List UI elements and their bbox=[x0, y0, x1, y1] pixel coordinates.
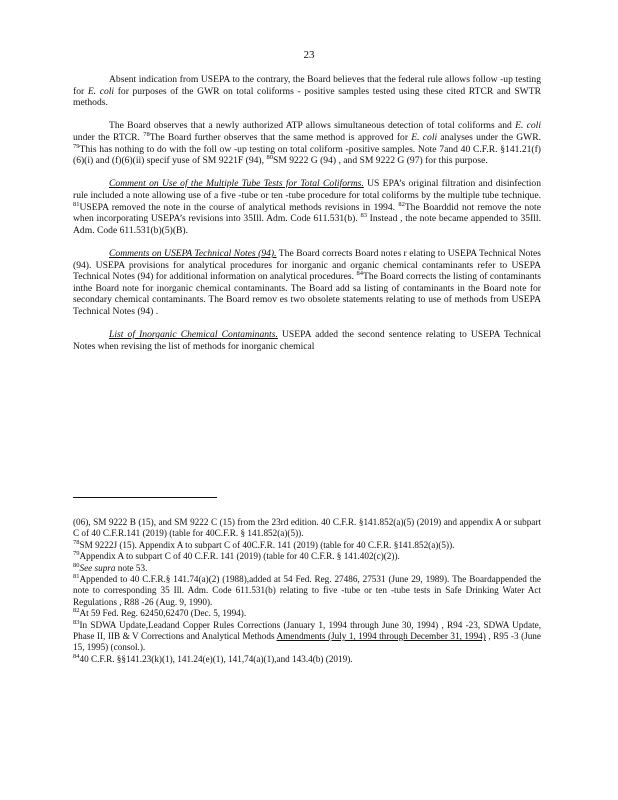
text-run: Absent indication from USEPA to the contrary, the Board believes that the federal rule allows follow -up testing for bbox=[73, 74, 541, 97]
text-run: for purposes of the GWR on total coliforms - positive samples tested using these cited RTCR and SWTR methods. bbox=[73, 85, 541, 109]
text-run: The Board corrects Board notes r elating to USEPA Technical Notes (94). USEPA provisions for analytical procedures for inorganic and organic chemical contaminants refer to USEPA Technical Notes (94) for additional information on analytical procedures. bbox=[73, 247, 541, 283]
footnote-ref-81[interactable]: 81 bbox=[73, 200, 80, 208]
footnote-82 bbox=[73, 608, 541, 619]
footnote-84 bbox=[73, 654, 541, 665]
paragraph-ecoli-followup bbox=[73, 74, 541, 109]
footnote-text: SM 9222J (15). Appendix A to subpart C of 40C.F.R. 141 (2019) (table for 40 C.F.R. §141.852(a)(5)). bbox=[79, 539, 455, 550]
footnote-ref-79[interactable]: 79 bbox=[73, 142, 80, 150]
paragraph-atp-observation bbox=[73, 120, 541, 166]
text-run: Instead , the note became appended to 35Ill. Adm. Code 611.531(b)(5)(B). bbox=[73, 213, 541, 236]
footnote-text: note 53. bbox=[115, 562, 148, 573]
italic-term: E. coli bbox=[87, 85, 115, 97]
footnote-text: In SDWA Update,Leadand Copper Rules Corrections (January 1, 1994 through June 30, 1994) , R94 -23, SDWA Update, Phase II, IIB & V Corrections and Analytical Methods bbox=[73, 619, 541, 642]
footnote-79 bbox=[73, 551, 541, 562]
section-heading: Comment on Use of the Multiple Tube Tests for Total Coliforms. bbox=[109, 178, 364, 190]
text-run: This has nothing to do with the foll ow -up testing on total coliform -positive samples. Note 7and 40 C.F.R. §141.21(f)(6)(i) and (f)(6)(ii) specif yuse of SM 9221F (94), bbox=[73, 143, 541, 167]
text-run: The Board corrects the listing of contaminants inthe Board note for inorganic chemical contaminants. The Board add sa listing of contaminants in the Board note for secondary chemical contaminants. The Board remov es two obsolete statements relating to use of methods from USEPA Technical Notes (94) . bbox=[73, 271, 542, 317]
footnote-number: 81 bbox=[73, 572, 80, 580]
footnote-underlined-text: Amendments (July 1, 1994 through December 31, 1994) bbox=[276, 631, 486, 642]
footnote-ref-80[interactable]: 80 bbox=[266, 153, 273, 161]
footnote-text: 40 C.F.R. §§141.23(k)(1), 141.24(e)(1), 141,74(a)(1),and 143.4(b) (2019). bbox=[79, 653, 353, 664]
text-run: USEPA added the second sentence relating to USEPA Technical Notes when revising the list of methods for inorganic chemical bbox=[73, 329, 541, 352]
footnote-text: At 59 Fed. Reg. 62450,62470 (Dec. 5, 1994). bbox=[79, 608, 247, 619]
footnote-83 bbox=[73, 620, 541, 654]
text-run: The Boarddid not remove the note when incorporating USEPA’s revisions into 35Ill. Adm. Code 611.531(b). bbox=[73, 201, 541, 225]
footnote-separator bbox=[73, 497, 217, 498]
section-heading: Comments on USEPA Technical Notes (94). bbox=[109, 247, 277, 259]
text-run: US EPA’s original filtration and disinfection rule included a note allowing use of a five -tube or ten -tube procedure for total coliforms by the multiple tube technique. bbox=[73, 178, 541, 201]
paragraph-inorganic-list bbox=[73, 329, 541, 352]
text-run: analyses under the GWR. bbox=[437, 131, 541, 143]
footnote-text: Appendix A to subpart C of 40 C.F.R. 141 (2019) (table for 40 C.F.R. § 141.402(c)(2)). bbox=[79, 551, 400, 562]
footnote-text: Appended to 40 C.F.R.§ 141.74(a)(2) (1988),added at 54 Fed. Reg. 27486, 27531 (June 29, 1989). The Boardappended the note to corresponding 35 Ill. Adm. Code 611.531(b) relating to five -tube or ten -tube tests in Safe Drinking Water Act Regulations , R88 -26 (Aug. 9, 1990). bbox=[73, 574, 541, 607]
section-heading: List of Inorganic Chemical Contaminants. bbox=[109, 329, 278, 341]
text-run: under the RTCR. bbox=[73, 131, 140, 143]
text-run: USEPA removed the note in the course of analytical methods revisions in 1994. bbox=[79, 201, 399, 213]
footnote-78 bbox=[73, 540, 541, 551]
text-run: The Board observes that a newly authorized ATP allows simultaneous detection of total coliforms and bbox=[109, 120, 516, 132]
paragraph-multiple-tube bbox=[73, 178, 541, 236]
footnote-number: 78 bbox=[73, 538, 80, 546]
page-number: 23 bbox=[303, 49, 315, 61]
footnote-number: 82 bbox=[73, 607, 80, 615]
footnote-continuation: (06), SM 9222 B (15), and SM 9222 C (15) from the 23rd edition. 40 C.F.R. §141.852(a)(5) (2019) and appendix A or subpart C of 40 C.F.R.141 (2019) (table for 40C.F.R. § 141.852(a)(5)). bbox=[73, 517, 541, 539]
footnote-ref-82[interactable]: 82 bbox=[398, 200, 405, 208]
body-text bbox=[73, 74, 541, 364]
paragraph-technical-notes bbox=[73, 248, 541, 318]
footnote-80 bbox=[73, 563, 541, 574]
footnote-ref-78[interactable]: 78 bbox=[143, 130, 150, 138]
text-run: SM 9222 G (94) , and SM 9222 G (97) for this purpose. bbox=[272, 155, 488, 167]
footnote-see-supra: See supra bbox=[79, 562, 116, 573]
footnote-number: 83 bbox=[73, 618, 80, 626]
italic-term: E. coli bbox=[411, 131, 438, 143]
italic-term: E. coli bbox=[515, 120, 541, 132]
footnote-81 bbox=[73, 574, 541, 608]
footnote-text: , R95 -3 (June 15, 1995) (consol.). bbox=[73, 631, 541, 653]
footnote-ref-84[interactable]: 84 bbox=[356, 269, 363, 277]
footnote-number: 84 bbox=[73, 652, 80, 660]
footnote-ref-83[interactable]: 83 bbox=[360, 211, 367, 219]
text-run: The Board further observes that the same method is approved for bbox=[149, 131, 412, 143]
footnotes bbox=[73, 517, 541, 665]
footnote-number: 79 bbox=[73, 550, 80, 558]
footnote-number: 80 bbox=[73, 561, 80, 569]
